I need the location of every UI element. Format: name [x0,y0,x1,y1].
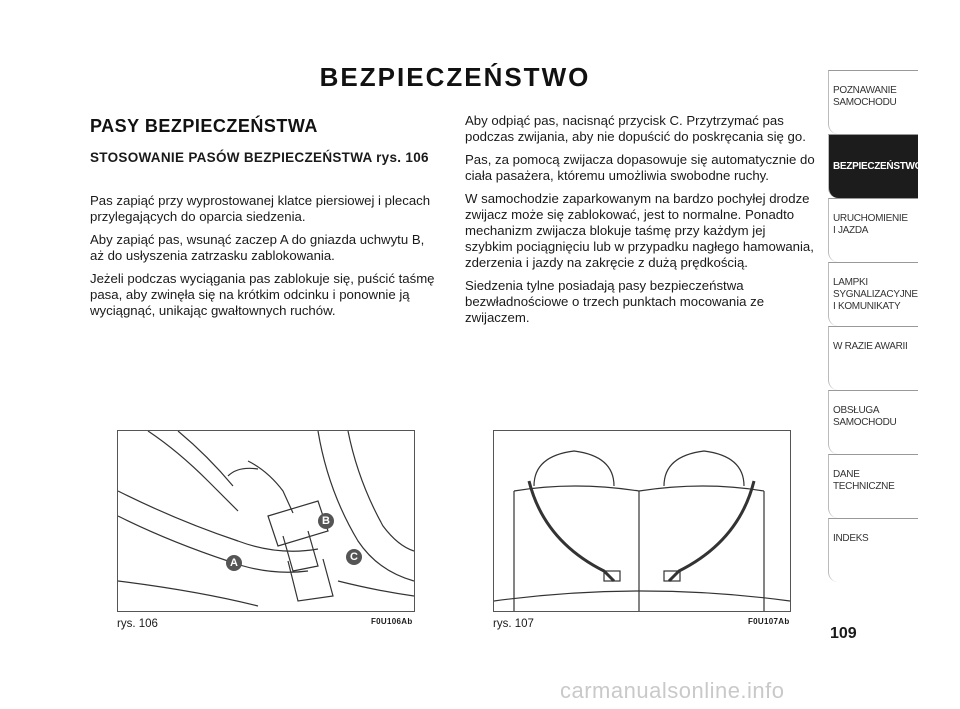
rear-seats-illustration [494,431,790,611]
tab-poznawanie-samochodu[interactable]: POZNAWANIE SAMOCHODU [828,70,918,134]
buckle-illustration [118,431,414,611]
figure-code: F0U107Ab [748,617,790,626]
paragraph: Aby odpiąć pas, nacisnąć przycisk C. Przytrzymać pas podczas zwijania, aby nie dopuścić do poskręcania się go. [465,113,806,144]
tab-obsluga-samochodu[interactable]: OBSŁUGA SAMOCHODU [828,390,918,454]
left-text-column [90,193,440,326]
right-text-column [465,113,815,333]
page-number: 109 [830,625,857,642]
label-b-marker: B [318,513,334,529]
label-a-marker: A [226,555,242,571]
section-title: PASY BEZPIECZEŃSTWA [90,116,318,136]
tab-lampki-sygnalizacyjne[interactable]: LAMPKI SYGNALIZACYJNE I KOMUNIKATY [828,262,918,326]
section-subtitle: STOSOWANIE PASÓW BEZPIECZEŃSTWA rys. 106 [90,150,429,165]
chapter-tabs [828,70,923,582]
figure-caption: rys. 106 [117,618,158,630]
paragraph: Aby zapiąć pas, wsunąć zaczep A do gniazda uchwytu B, aż do usłyszenia zatrzasku zablokowania. [90,232,425,263]
figure-buckle [117,430,415,612]
tab-uruchomienie-i-jazda[interactable]: URUCHOMIENIE I JAZDA [828,198,918,262]
figure-caption: rys. 107 [493,618,534,630]
page-title: BEZPIECZEŃSTWO [319,62,591,92]
tab-w-razie-awarii[interactable]: W RAZIE AWARII [828,326,918,390]
tab-indeks[interactable]: INDEKS [828,518,918,582]
paragraph: Jeżeli podczas wyciągania pas zablokuje się, puścić taśmę pasa, aby zwinęła się na krótkim odcinku i ponownie ją wyciągnąć, unikając gwałtownych ruchów. [90,271,435,318]
paragraph: Siedzenia tylne posiadają pasy bezpieczeństwa bezwładnościowe o trzech punktach mocowania ze zwijaczem. [465,278,765,325]
paragraph: W samochodzie zaparkowanym na bardzo pochyłej drodze zwijacz może się zablokować, jest to normalne. Ponadto mechanizm zwijacza blokuje taśmę przy każdym jej szybkim pociągnięciu lub w przypadku nagłego hamowania, zderzenia i jazdy na zakręcie z dużą prędkością. [465,191,814,270]
paragraph: Pas zapiąć przy wyprostowanej klatce piersiowej i plecach przylegających do oparcia siedzenia. [90,193,431,224]
tab-dane-techniczne[interactable]: DANE TECHNICZNE [828,454,918,518]
figure-rear-seats [493,430,791,612]
tab-bezpieczenstwo[interactable]: BEZPIECZEŃSTWO [828,134,918,198]
paragraph: Pas, za pomocą zwijacza dopasowuje się automatycznie do ciała pasażera, któremu umożliwia swobodne ruchy. [465,152,815,183]
figure-code: F0U106Ab [371,617,413,626]
label-c-marker: C [346,549,362,565]
watermark: carmanualsonline.info [560,678,785,703]
